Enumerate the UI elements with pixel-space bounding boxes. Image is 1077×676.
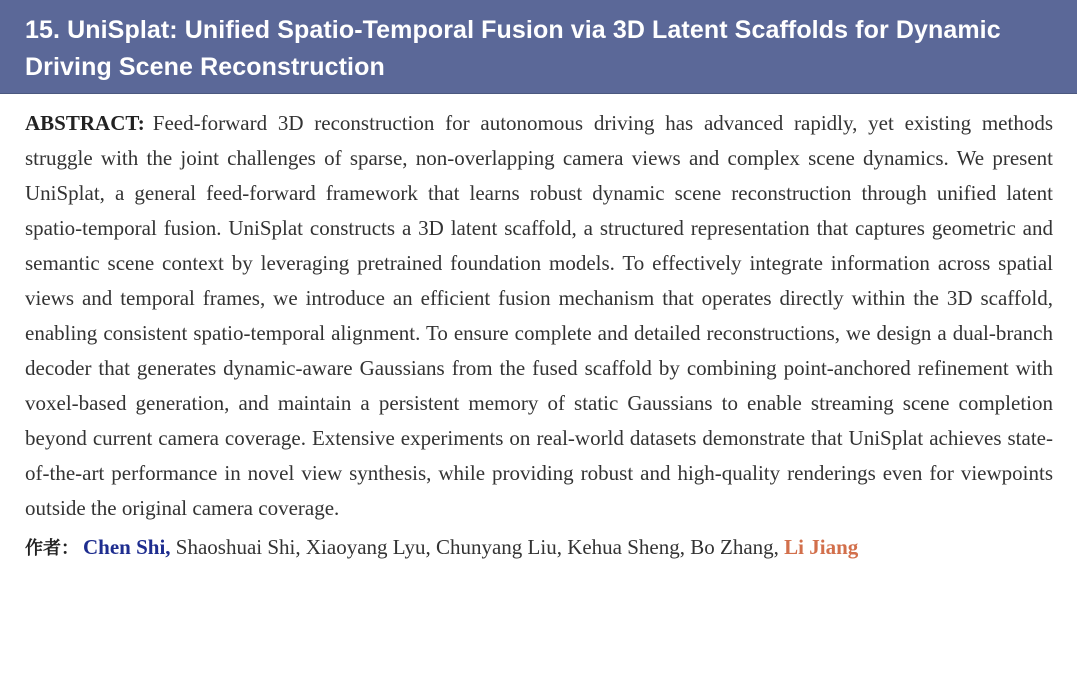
authors-line (25, 530, 1053, 566)
abstract-text: Feed-forward 3D reconstruction for autonomous driving has advanced rapidly, yet existing methods struggle with the joint challenges of sparse, non-overlapping camera views and complex scene dynamics. We present UniSplat, a general feed-forward framework that learns robust dynamic scene reconstruction through unified latent spatio-temporal fusion. UniSplat constructs a 3D latent scaffold, a structured representation that captures geometric and semantic scene context by leveraging pretrained foundation models. To effectively integrate information across spatial views and temporal frames, we introduce an efficient fusion mechanism that operates directly within the 3D scaffold, enabling consistent spatio-temporal alignment. To ensure complete and detailed reconstructions, we design a dual-branch decoder that generates dynamic-aware Gaussians from the fused scaffold by combining point-anchored refinement with voxel-based generation, and maintain a persistent memory of static Gaussians to enable streaming scene completion beyond current camera coverage. Extensive experiments on real-world datasets demonstrate that UniSplat achieves state-of-the-art performance in novel view synthesis, while providing robust and high-quality renderings even for viewpoints outside the original camera coverage. (25, 111, 1053, 520)
abstract-paragraph (25, 106, 1053, 526)
authors-label: 作者： (25, 538, 79, 559)
other-authors: Shaoshuai Shi, Xiaoyang Lyu, Chunyang Liu, Kehua Sheng, Bo Zhang, (175, 535, 779, 559)
paper-header (0, 0, 1077, 94)
paper-title: 15. UniSplat: Unified Spatio-Temporal Fusion via 3D Latent Scaffolds for Dynamic Driving Scene Reconstruction (25, 16, 1001, 81)
abstract-label: ABSTRACT: (25, 111, 145, 135)
last-author: Li Jiang (784, 535, 859, 559)
first-author: Chen Shi, (83, 535, 171, 559)
paper-content (0, 94, 1077, 566)
